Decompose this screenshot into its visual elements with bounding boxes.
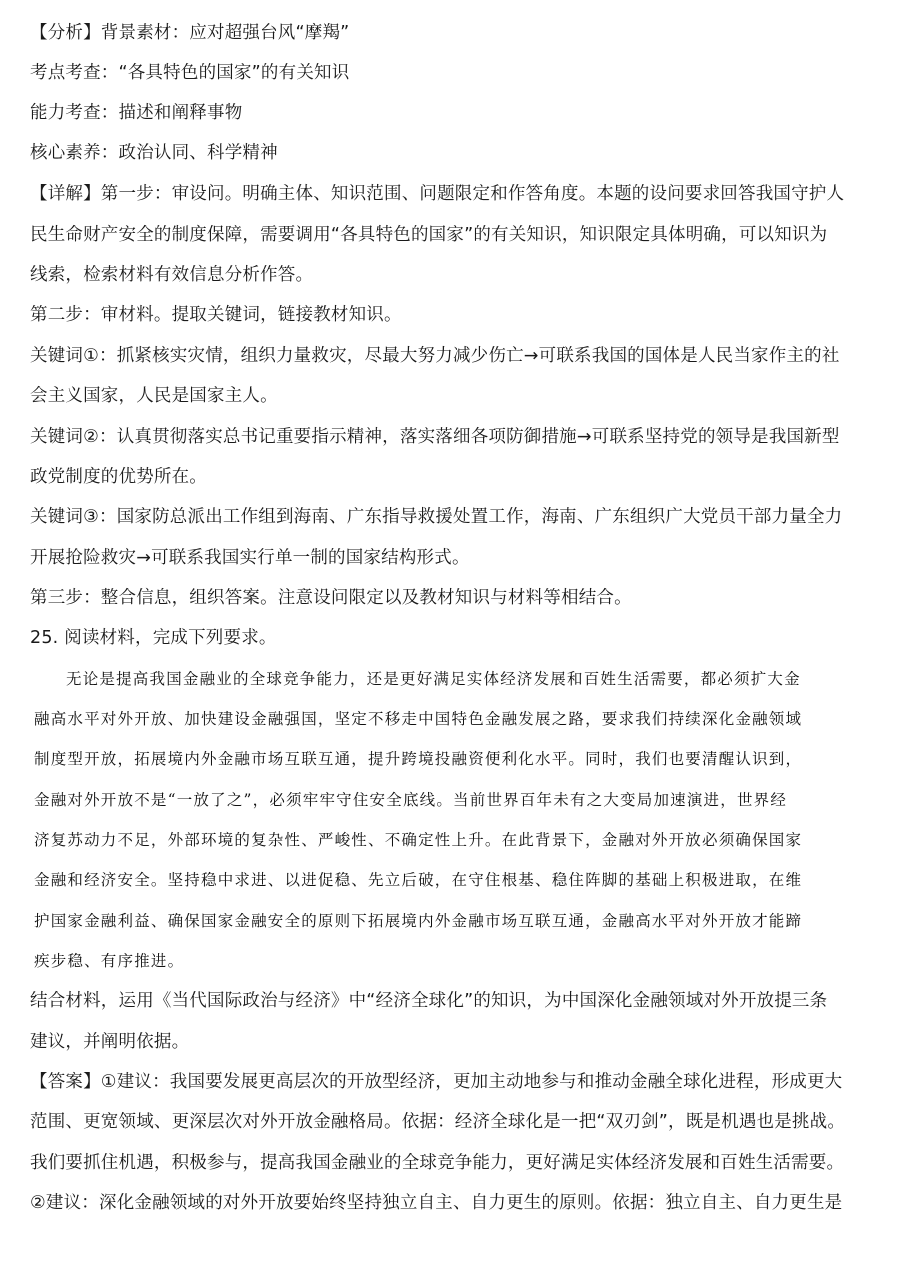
keyword1-line: 关键词①：抓紧核实灾情，组织力量救灾，尽最大努力减少伤亡→可联系我国的国体是人民当家作主的社 bbox=[30, 346, 840, 366]
material-line: 护国家金融利益、确保国家金融安全的原则下拓展境内外金融市场互联互通，金融高水平对外开放才能蹄 bbox=[34, 912, 803, 930]
detail-step2: 第二步：审材料。提取关键词，链接教材知识。 bbox=[30, 305, 402, 325]
detail-step1-line: 线索，检索材料有效信息分析作答。 bbox=[30, 265, 314, 285]
material-line: 金融和经济安全。坚持稳中求进、以进促稳、先立后破，在守住根基、稳住阵脚的基础上积极进取，在维 bbox=[34, 871, 803, 889]
answer-line: 范围、更宽领域、更深层次对外开放金融格局。依据：经济全球化是一把“双刃剑”，既是机遇也是挑战。 bbox=[30, 1112, 846, 1132]
analysis-literacy: 核心素养：政治认同、科学精神 bbox=[30, 143, 278, 163]
analysis-background: 【分析】背景素材：应对超强台风“摩羯” bbox=[30, 23, 350, 43]
keyword2-line: 政党制度的优势所在。 bbox=[30, 467, 207, 487]
keyword2-line: 关键词②：认真贯彻落实总书记重要指示精神，落实落细各项防御措施→可联系坚持党的领导是我国新型 bbox=[30, 427, 840, 447]
material-line: 融高水平对外开放、加快建设金融强国，坚定不移走中国特色金融发展之路，要求我们持续深化金融领域 bbox=[34, 710, 803, 728]
material-line: 金融对外开放不是“一放了之”，必须牢牢守住安全底线。当前世界百年未有之大变局加速演进，世界经 bbox=[34, 791, 788, 809]
question-prompt-line: 结合材料，运用《当代国际政治与经济》中“经济全球化”的知识，为中国深化金融领域对外开放提三条 bbox=[30, 991, 828, 1011]
detail-step1-line: 【详解】第一步：审设问。明确主体、知识范围、问题限定和作答角度。本题的设问要求回答我国守护人 bbox=[30, 184, 845, 204]
question-prompt-line: 建议，并阐明依据。 bbox=[30, 1032, 190, 1052]
material-line: 济复苏动力不足，外部环境的复杂性、严峻性、不确定性上升。在此背景下，金融对外开放必须确保国家 bbox=[34, 831, 803, 849]
keyword1-line: 会主义国家，人民是国家主人。 bbox=[30, 386, 278, 406]
answer-line: ②建议：深化金融领域的对外开放要始终坚持独立自主、自力更生的原则。依据：独立自主、自力更生是 bbox=[30, 1193, 843, 1213]
keyword3-line: 关键词③：国家防总派出工作组到海南、广东指导救援处置工作，海南、广东组织广大党员干部力量全力 bbox=[30, 507, 843, 527]
analysis-ability: 能力考查：描述和阐释事物 bbox=[30, 103, 243, 123]
detail-step1-line: 民生命财产安全的制度保障，需要调用“各具特色的国家”的有关知识，知识限定具体明确，可以知识为 bbox=[30, 225, 828, 245]
detail-step3: 第三步：整合信息，组织答案。注意设问限定以及教材知识与材料等相结合。 bbox=[30, 588, 632, 608]
material-line: 制度型开放，拓展境内外金融市场互联互通，提升跨境投融资便利化水平。同时，我们也要清醒认识到， bbox=[34, 750, 803, 768]
material-line: 无论是提高我国金融业的全球竞争能力，还是更好满足实体经济发展和百姓生活需要，都必须扩大金 bbox=[66, 670, 801, 688]
analysis-knowledge: 考点考查：“各具特色的国家”的有关知识 bbox=[30, 63, 350, 83]
question-heading: 25. 阅读材料，完成下列要求。 bbox=[30, 628, 277, 648]
answer-line: 【答案】①建议：我国要发展更高层次的开放型经济，更加主动地参与和推动金融全球化进程，形成更大 bbox=[30, 1072, 843, 1092]
material-line: 疾步稳、有序推进。 bbox=[34, 952, 185, 970]
keyword3-line: 开展抢险救灾→可联系我国实行单一制的国家结构形式。 bbox=[30, 548, 470, 568]
answer-line: 我们要抓住机遇，积极参与，提高我国金融业的全球竞争能力，更好满足实体经济发展和百姓生活需要。 bbox=[30, 1153, 845, 1173]
